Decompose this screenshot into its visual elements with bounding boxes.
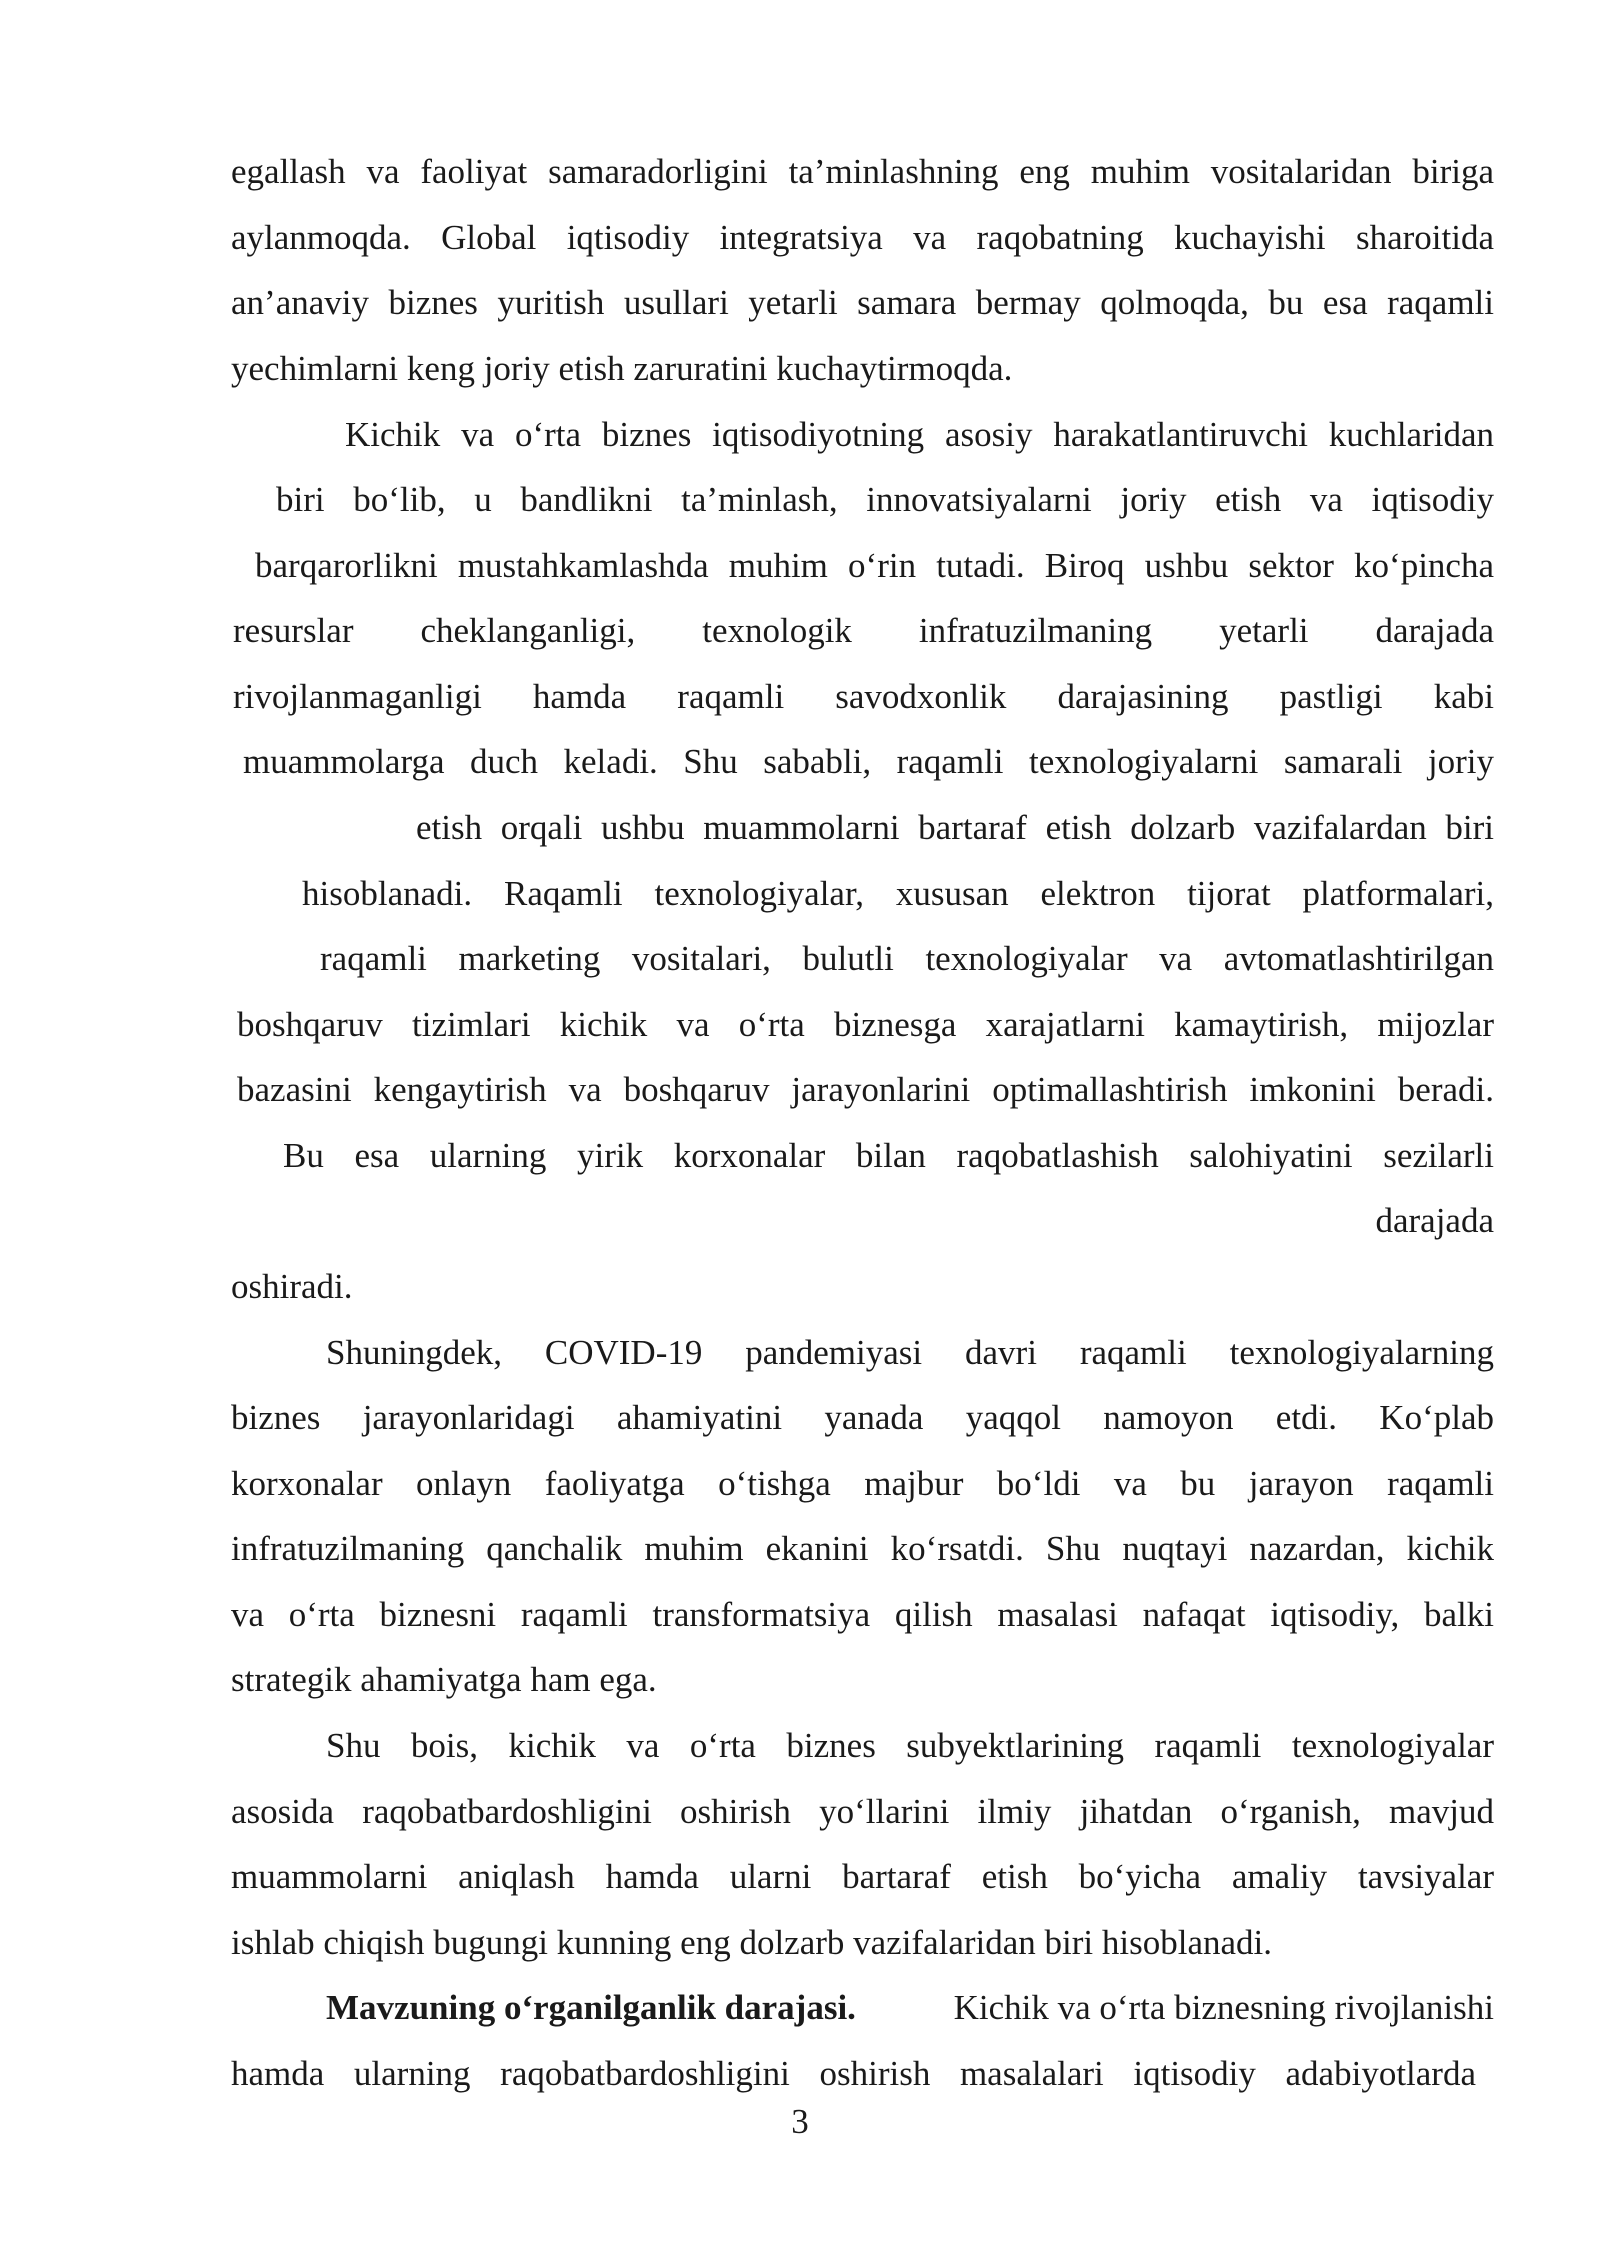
text-line: an’anaviy biznes yuritish usullari yetarli samara bermay qolmoqda, bu esa raqamli [231, 283, 1494, 322]
text-line: rivojlanmaganligi hamda raqamli savodxonlik darajasining pastligi kabi [233, 677, 1494, 716]
text-line: bazasini kengaytirish va boshqaruv jarayonlarini optimallashtirish imkonini beradi. [237, 1070, 1494, 1109]
text-line: raqamli marketing vositalari, bulutli texnologiyalar va avtomatlashtirilgan [320, 939, 1494, 978]
text-line: Shuningdek, COVID-19 pandemiyasi davri raqamli texnologiyalarning [326, 1333, 1494, 1372]
text-line: resurslar cheklanganligi, texnologik infratuzilmaning yetarli darajada [233, 611, 1494, 650]
section-heading: Mavzuning o‘rganilganlik darajasi. [326, 1988, 856, 2027]
text-line: Shu bois, kichik va o‘rta biznes subyektlarining raqamli texnologiyalar [326, 1726, 1494, 1765]
text-line: muammolarni aniqlash hamda ularni bartaraf etish bo‘yicha amaliy tavsiyalar [231, 1857, 1494, 1896]
text-line: etish orqali ushbu muammolarni bartaraf etish dolzarb vazifalardan biri [416, 808, 1494, 847]
text-line: yechimlarni keng joriy etish zaruratini kuchaytirmoqda. [231, 349, 1013, 388]
text-line [326, 1986, 1494, 2030]
text-line: korxonalar onlayn faoliyatga o‘tishga majbur bo‘ldi va bu jarayon raqamli [231, 1464, 1494, 1503]
text-line: infratuzilmaning qanchalik muhim ekanini ko‘rsatdi. Shu nuqtayi nazardan, kichik [231, 1529, 1494, 1568]
text-line: ishlab chiqish bugungi kunning eng dolzarb vazifalaridan biri hisoblanadi. [231, 1923, 1273, 1962]
text-line: muammolarga duch keladi. Shu sababli, raqamli texnologiyalarni samarali joriy [243, 742, 1494, 781]
text-line: strategik ahamiyatga ham ega. [231, 1660, 657, 1699]
text-line: boshqaruv tizimlari kichik va o‘rta biznesga xarajatlarni kamaytirish, mijozlar [237, 1005, 1494, 1044]
text-line: Kichik va o‘rta biznes iqtisodiyotning asosiy harakatlantiruvchi kuchlaridan [345, 415, 1494, 454]
text-line: hisoblanadi. Raqamli texnologiyalar, xususan elektron tijorat platformalari, [302, 874, 1494, 913]
text-line: hamda ularning raqobatbardoshligini oshirish masalalari iqtisodiy adabiyotlarda [231, 2054, 1476, 2093]
text-line: Bu esa ularning yirik korxonalar bilan raqobatlashish salohiyatini sezilarli [283, 1136, 1494, 1175]
text-line: biznes jarayonlaridagi ahamiyatini yanada yaqqol namoyon etdi. Ko‘plab [231, 1398, 1494, 1437]
text-line: oshiradi. [231, 1267, 353, 1306]
text-line: aylanmoqda. Global iqtisodiy integratsiya va raqobatning kuchayishi sharoitida [231, 218, 1494, 257]
text-line: egallash va faoliyat samaradorligini ta’minlashning eng muhim vositalaridan biriga [231, 152, 1494, 191]
text-line: asosida raqobatbardoshligini oshirish yo‘llarini ilmiy jihatdan o‘rganish, mavjud [231, 1792, 1494, 1831]
text-span: Kichik va o‘rta biznesning rivojlanishi [953, 1988, 1494, 2027]
text-line: darajada [1375, 1201, 1494, 1240]
text-line: barqarorlikni mustahkamlashda muhim o‘rin tutadi. Biroq ushbu sektor ko‘pincha [255, 546, 1494, 585]
page-number: 3 [791, 2102, 809, 2141]
text-line: va o‘rta biznesni raqamli transformatsiya qilish masalasi nafaqat iqtisodiy, balki [231, 1595, 1494, 1634]
text-line: biri bo‘lib, u bandlikni ta’minlash, innovatsiyalarni joriy etish va iqtisodiy [276, 480, 1494, 519]
